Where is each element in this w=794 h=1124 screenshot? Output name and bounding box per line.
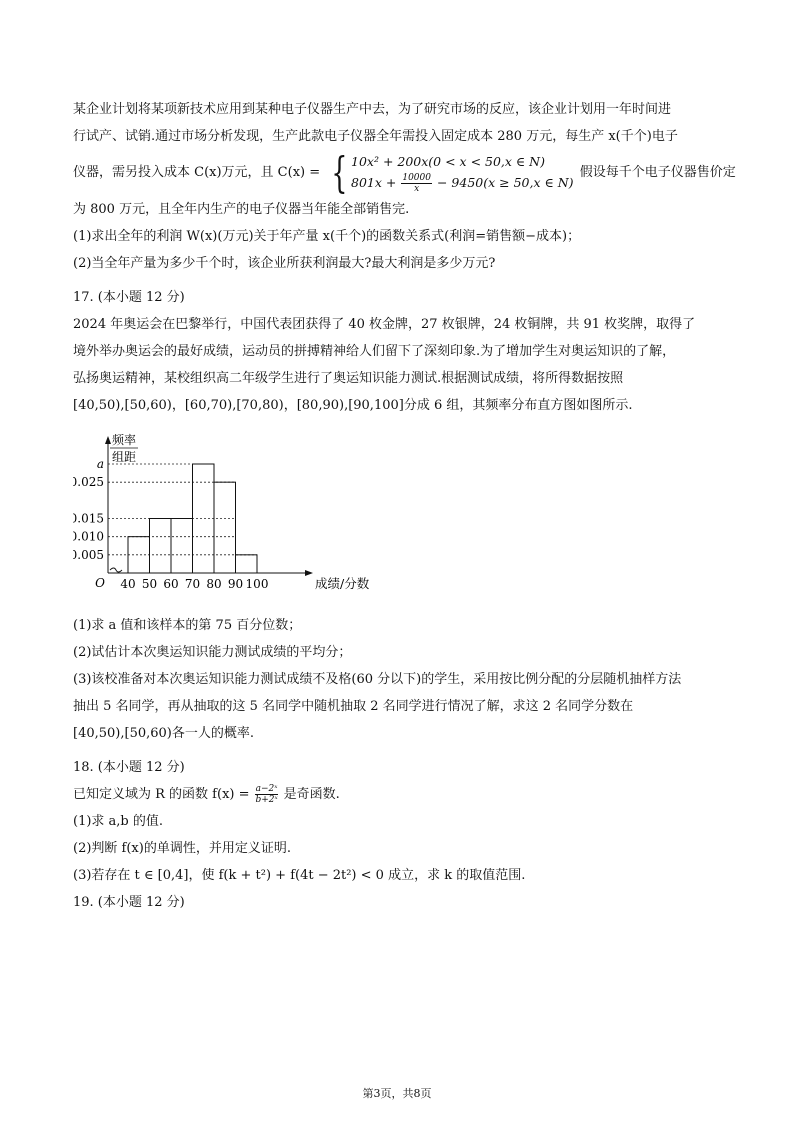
p17-sub-1: (1)求 a 值和该样本的第 75 百分位数； <box>73 618 302 633</box>
bar-50-60 <box>150 519 172 574</box>
p18-numerator: a−2ˣ <box>255 784 278 794</box>
y-tick-label: 0.010 <box>73 529 104 544</box>
problem-17-text <box>73 284 723 419</box>
problem-17-subquestions <box>73 612 723 747</box>
x-tick-label: 40 <box>120 577 136 591</box>
histogram-svg <box>73 426 373 606</box>
page-content <box>73 96 736 923</box>
bar-90-100 <box>236 555 258 573</box>
p16-line-4: 为 800 万元，且全年内生产的电子仪器当年能全部销售完. <box>73 202 410 217</box>
p16-sub-2: (2)当全年产量为多少千个时，该企业所获利润最大?最大利润是多少万元? <box>73 256 496 271</box>
p18-sub-2: (2)判断 f(x)的单调性，并用定义证明. <box>73 841 291 856</box>
p16-sub-1: (1)求出全年的利润 W(x)(万元)关于年产量 x(千个)的函数关系式(利润=销售额−成本)； <box>73 229 581 244</box>
case-2 <box>351 172 574 194</box>
problem-16-text <box>73 96 736 277</box>
piecewise-function <box>326 147 574 197</box>
y-tick-label: 0.005 <box>73 547 104 562</box>
p16-line-2: 行试产、试销.通过市场分析发现，生产此款电子仪器全年需投入固定成本 280 万元，每生产 x(千个)电子 <box>73 129 678 144</box>
p18-header: 18. (本小题 12 分) <box>73 760 185 775</box>
y-tick-label: 0.025 <box>73 475 104 490</box>
x-tick-label: 100 <box>245 577 269 591</box>
case-2-fraction <box>401 173 432 194</box>
p18-sub-3: (3)若存在 t ∈ [0,4]，使 f(k + t²) + f(4t − 2t²) < 0 成立，求 k 的取值范围. <box>73 868 526 883</box>
bar-40-50 <box>128 537 150 573</box>
p17-line-2: 境外举办奥运会的最好成绩，运动员的拼搏精神给人们留下了深刻印象.为了增加学生对奥运知识的了解， <box>73 344 676 359</box>
p18-statement-post: 是奇函数. <box>283 787 340 802</box>
p16-line-3 <box>73 147 736 197</box>
p17-sub-2: (2)试估计本次奥运知识能力测试成绩的平均分； <box>73 645 352 660</box>
x-tick-label: 90 <box>227 577 244 591</box>
case-2-a: 801x + <box>351 175 397 190</box>
case-2-b: − 9450(x ≥ 50,x ∈ N) <box>436 175 574 190</box>
bar-80-90 <box>214 482 236 573</box>
page-footer: 第3页，共8页 <box>362 1087 432 1100</box>
y-tick-label: a <box>96 457 104 471</box>
case-1: 10x² + 200x(0 < x < 50,x ∈ N) <box>351 154 545 169</box>
problem-18-text <box>73 754 723 916</box>
x-tick-label: 50 <box>141 577 158 591</box>
x-tick-label: 80 <box>206 577 222 591</box>
bar-60-70 <box>171 519 193 574</box>
bar-70-80 <box>193 464 215 573</box>
y-label-bottom: 组距 <box>111 450 137 464</box>
left-brace-icon: { <box>331 147 348 197</box>
p18-fraction <box>255 784 279 805</box>
p17-sub-3-l3: [40,50),[50,60)各一人的概率. <box>73 726 254 741</box>
piecewise-cases <box>351 151 574 194</box>
p16-line-3-post: 假设每千个电子仪器售价定 <box>579 165 736 180</box>
p16-line-3-pre: 仪器，需另投入成本 C(x)万元，且 C(x) = <box>73 165 321 180</box>
y-tick-label: 0.015 <box>73 511 104 526</box>
axis-break-icon <box>110 568 122 572</box>
x-tick-label: 70 <box>184 577 201 591</box>
p18-statement-pre: 已知定义域为 R 的函数 f(x) = <box>73 787 250 802</box>
histogram-chart <box>73 426 373 606</box>
p17-line-4: [40,50),[50,60)，[60,70),[70,80)，[80,90),[90,100]分成 6 组，其频率分布直方图如图所示. <box>73 398 633 413</box>
p18-sub-1: (1)求 a,b 的值. <box>73 814 164 829</box>
p18-statement <box>73 781 723 808</box>
p19-header: 19. (本小题 12 分) <box>73 895 185 910</box>
x-axis-label: 成绩/分数 <box>315 576 370 591</box>
p18-denominator: b+2ˣ <box>255 795 278 805</box>
y-label-top: 频率 <box>111 433 137 447</box>
x-tick-label: 60 <box>163 577 179 591</box>
p16-line-1: 某企业计划将某项新技术应用到某种电子仪器生产中去，为了研究市场的反应，该企业计划用一年时间进 <box>73 102 672 117</box>
y-axis-arrow-icon <box>105 436 111 444</box>
origin-label: O <box>95 576 105 590</box>
p17-line-3: 弘扬奥运精神，某校组织高二年级学生进行了奥运知识能力测试.根据测试成绩，将所得数据按照 <box>73 371 624 386</box>
p17-header: 17. (本小题 12 分) <box>73 290 185 305</box>
case-2-denominator: x <box>414 184 420 194</box>
p17-sub-3-l1: (3)该校准备对本次奥运知识能力测试成绩不及格(60 分以下)的学生，采用按比例分配的分层随机抽样方法 <box>73 672 682 687</box>
case-2-numerator: 10000 <box>402 173 431 183</box>
x-axis-arrow-icon <box>305 570 313 576</box>
p17-line-1: 2024 年奥运会在巴黎举行，中国代表团获得了 40 枚金牌，27 枚银牌，24 枚铜牌，共 91 枚奖牌，取得了 <box>73 317 696 332</box>
p17-sub-3-l2: 抽出 5 名同学，再从抽取的这 5 名同学中随机抽取 2 名同学进行情况了解，求这 2 名同学分数在 <box>73 699 634 714</box>
